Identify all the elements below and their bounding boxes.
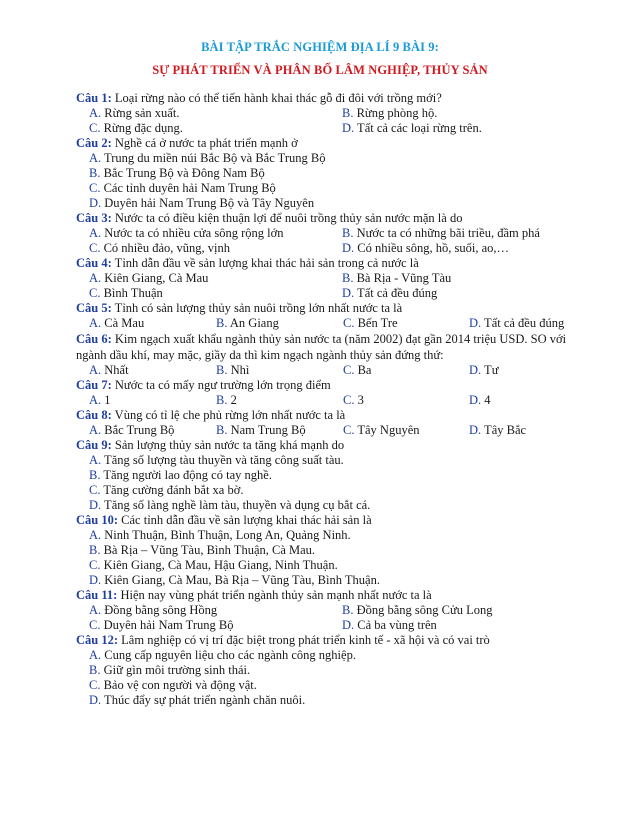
answer-option-c[interactable] [89,558,596,573]
worksheet-subtitle: SỰ PHÁT TRIỂN VÀ PHÂN BỐ LÂM NGHIỆP, THỦY SẢN [152,63,488,77]
answer-option-a[interactable] [89,393,216,408]
option-text: Tất cả các loại rừng trên. [354,121,482,135]
option-text: Cà Mau [101,316,145,330]
answer-option-b[interactable] [342,226,596,241]
option-letter: B. [89,543,101,557]
question-text: Các tỉnh dẫn đầu về sản lượng khai thác hải sản là [118,513,372,527]
question-stem [76,301,596,316]
question-10 [76,513,596,588]
question-stem [76,331,596,363]
option-text: 4 [481,393,491,407]
option-letter: B. [342,106,354,120]
answer-options [76,106,596,136]
question-text: Lâm nghiệp có vị trí đặc biệt trong phát triển kinh tế - xã hội và có vai trò [118,633,490,647]
question-text: Hiện nay vùng phát triển ngành thủy sản mạnh nhất nước ta là [117,588,432,602]
question-stem [76,588,596,603]
option-letter: B. [342,603,354,617]
question-11 [76,588,596,633]
option-text: Ba [354,363,372,377]
answer-option-b[interactable] [89,468,596,483]
question-5 [76,301,596,331]
option-letter: B. [216,423,228,437]
option-letter: A. [89,648,102,662]
answer-option-d[interactable] [89,693,596,708]
question-number: Câu 6: [76,332,112,346]
question-text: Sản lượng thủy sản nước ta tăng khá mạnh do [111,438,345,452]
option-letter: A. [89,363,102,377]
answer-options [76,226,596,256]
option-letter: B. [216,393,228,407]
answer-option-c[interactable] [89,181,596,196]
option-letter: B. [216,363,228,377]
answer-options [76,393,596,408]
option-letter: D. [89,573,102,587]
answer-option-d[interactable] [342,241,596,256]
answer-option-b[interactable] [216,316,343,331]
option-text: 2 [227,393,237,407]
answer-options [76,423,596,438]
option-text: Trung du miền núi Bắc Bộ và Bắc Trung Bộ [101,151,326,165]
answer-options [76,603,596,633]
option-letter: A. [89,393,102,407]
question-number: Câu 2: [76,136,112,150]
answer-option-b[interactable] [216,423,343,438]
question-stem [76,513,596,528]
option-text: Ninh Thuận, Bình Thuận, Long An, Quảng Ninh. [101,528,351,542]
question-number: Câu 5: [76,301,112,315]
option-text: Các tỉnh duyên hải Nam Trung Bộ [100,181,276,195]
option-letter: C. [343,393,355,407]
question-number: Câu 1: [76,91,112,105]
question-stem [76,378,596,393]
option-letter: B. [89,166,101,180]
option-letter: B. [342,226,354,240]
answer-option-c[interactable] [89,121,342,136]
option-letter: C. [89,241,101,255]
option-letter: C. [89,618,101,632]
option-text: Đồng bằng sông Cửu Long [353,603,493,617]
option-text: Bắc Trung Bộ và Đông Nam Bộ [100,166,265,180]
option-letter: D. [89,196,102,210]
question-stem [76,256,596,271]
option-letter: D. [469,316,482,330]
question-stem [76,438,596,453]
option-text: Nước ta có nhiều cửa sông rộng lớn [101,226,284,240]
question-6 [76,331,596,378]
option-text: Cung cấp nguyên liệu cho các ngành công nghiệp. [101,648,356,662]
option-letter: A. [89,423,102,437]
question-stem [76,408,596,423]
question-text: Loại rừng nào có thể tiến hành khai thác gỗ đi đôi với trồng mới? [111,91,442,105]
answer-option-d[interactable] [89,196,596,211]
option-letter: A. [89,106,102,120]
answer-option-d[interactable] [342,286,596,301]
option-letter: A. [89,151,102,165]
question-4 [76,256,596,301]
option-text: Bắc Trung Bộ [101,423,175,437]
question-text: Vùng có tỉ lệ che phủ rừng lớn nhất nước ta là [111,408,346,422]
question-9 [76,438,596,513]
option-text: Tăng số làng nghề làm tàu, thuyền và dụng cụ bắt cá. [101,498,371,512]
option-letter: B. [342,271,354,285]
question-text: Nước ta có điều kiện thuận lợi để nuôi trồng thủy sản nước mặn là do [111,211,463,225]
option-text: Tăng cường đánh bắt xa bờ. [100,483,244,497]
option-letter: D. [89,498,102,512]
answer-option-b[interactable] [216,393,343,408]
option-letter: C. [89,286,101,300]
answer-options [76,151,596,211]
answer-option-a[interactable] [89,648,596,663]
question-text: Tỉnh dẫn đầu về sản lượng khai thác hải sản trong cả nước là [111,256,419,270]
answer-option-b[interactable] [89,543,596,558]
option-text: Tư [481,363,499,377]
option-text: Duyên hải Nam Trung Bộ và Tây Nguyên [101,196,315,210]
option-text: Nam Trung Bộ [227,423,306,437]
option-letter: A. [89,603,102,617]
option-text: Nhì [227,363,250,377]
option-text: 3 [354,393,364,407]
answer-option-c[interactable] [89,241,342,256]
option-letter: D. [342,286,355,300]
option-letter: A. [89,316,102,330]
question-stem [76,91,596,106]
question-number: Câu 3: [76,211,112,225]
answer-options [76,316,596,331]
option-letter: B. [216,316,228,330]
option-text: Bình Thuận [100,286,163,300]
answer-option-a[interactable] [89,151,596,166]
option-text: Kiên Giang, Cà Mau [101,271,209,285]
answer-option-c[interactable] [89,678,596,693]
question-text: Nước ta có mấy ngư trường lớn trọng điểm [111,378,331,392]
option-text: Giữ gìn môi trường sinh thái. [100,663,251,677]
option-text: Rừng sản xuất. [101,106,180,120]
answer-option-c[interactable] [343,363,469,378]
answer-option-a[interactable] [89,316,216,331]
option-text: Bến Tre [354,316,398,330]
option-text: Rừng đặc dụng. [100,121,183,135]
option-text: Nhất [101,363,129,377]
option-letter: D. [342,241,355,255]
option-text: Tây Nguyên [354,423,420,437]
option-letter: C. [89,483,101,497]
question-text: Kim ngạch xuất khẩu ngành thủy sản nước ta (năm 2002) đạt gần 2014 triệu USD. SO với ngành dầu khí, may mặc, giầy da thì kim ngạch ngành thủy sản đứng thứ: [76,332,567,362]
question-stem [76,136,596,151]
question-number: Câu 4: [76,256,112,270]
option-letter: C. [89,558,101,572]
option-text: Bà Rịa - Vũng Tàu [353,271,452,285]
answer-option-c[interactable] [89,483,596,498]
option-text: Tất cả đều đúng [481,316,565,330]
option-letter: D. [342,121,355,135]
option-text: Nước ta có những bãi triều, đầm phá [353,226,540,240]
answer-option-c[interactable] [343,423,469,438]
option-text: Tăng số lượng tàu thuyền và tăng công suất tàu. [101,453,344,467]
question-3 [76,211,596,256]
option-text: Thúc đẩy sự phát triển ngành chăn nuôi. [101,693,306,707]
option-letter: C. [343,423,355,437]
question-7 [76,378,596,408]
answer-option-d[interactable] [469,363,596,378]
option-letter: C. [89,181,101,195]
option-text: Kiên Giang, Cà Mau, Bà Rịa – Vũng Tàu, Bình Thuận. [101,573,380,587]
option-letter: C. [89,121,101,135]
answer-option-d[interactable] [469,423,596,438]
option-text: Có nhiều đảo, vũng, vịnh [100,241,230,255]
question-number: Câu 9: [76,438,112,452]
option-letter: C. [89,678,101,692]
option-text: 1 [101,393,111,407]
answer-options [76,453,596,513]
question-list [76,91,596,708]
question-number: Câu 10: [76,513,119,527]
answer-option-d[interactable] [342,618,596,633]
option-text: Đồng bằng sông Hồng [101,603,218,617]
option-letter: B. [89,468,101,482]
option-text: Tất cả đều đúng [354,286,438,300]
question-2 [76,136,596,211]
question-number: Câu 12: [76,633,119,647]
answer-option-c[interactable] [89,618,342,633]
option-text: Tăng người lao động có tay nghề. [100,468,272,482]
answer-option-c[interactable] [343,393,469,408]
answer-option-a[interactable] [89,363,216,378]
answer-option-a[interactable] [89,603,342,618]
answer-option-b[interactable] [216,363,343,378]
answer-option-c[interactable] [89,286,342,301]
answer-option-a[interactable] [89,106,342,121]
option-letter: C. [343,363,355,377]
answer-option-b[interactable] [342,271,596,286]
option-text: Kiên Giang, Cà Mau, Hậu Giang, Ninh Thuận. [100,558,338,572]
answer-option-b[interactable] [342,106,596,121]
option-letter: D. [89,693,102,707]
answer-option-b[interactable] [89,663,596,678]
answer-option-a[interactable] [89,528,596,543]
question-8 [76,408,596,438]
option-text: An Giang [227,316,279,330]
question-text: Nghề cá ở nước ta phát triển mạnh ở [111,136,298,150]
answer-option-a[interactable] [89,226,342,241]
answer-option-b[interactable] [342,603,596,618]
answer-option-d[interactable] [469,393,596,408]
option-text: Bà Rịa – Vũng Tàu, Bình Thuận, Cà Mau. [100,543,316,557]
option-text: Bảo vệ con người và động vật. [100,678,257,692]
answer-option-a[interactable] [89,271,342,286]
option-letter: A. [89,271,102,285]
answer-option-d[interactable] [89,573,596,588]
answer-option-c[interactable] [343,316,469,331]
question-number: Câu 7: [76,378,112,392]
question-number: Câu 8: [76,408,112,422]
option-letter: B. [89,663,101,677]
question-text: Tỉnh có sản lượng thủy sản nuôi trồng lớn nhất nước ta là [111,301,403,315]
answer-options [76,363,596,378]
option-letter: D. [469,393,482,407]
option-letter: C. [343,316,355,330]
option-letter: D. [342,618,355,632]
option-text: Cả ba vùng trên [354,618,437,632]
answer-option-d[interactable] [342,121,596,136]
option-letter: A. [89,226,102,240]
answer-options [76,271,596,301]
option-text: Tây Bắc [481,423,527,437]
answer-options [76,528,596,588]
question-stem [76,211,596,226]
option-letter: A. [89,453,102,467]
option-text: Duyên hải Nam Trung Bộ [100,618,234,632]
option-text: Có nhiều sông, hồ, suối, ao,… [354,241,510,255]
answer-option-d[interactable] [469,316,596,331]
option-text: Rừng phòng hộ. [353,106,438,120]
answer-options [76,648,596,708]
option-letter: A. [89,528,102,542]
answer-option-d[interactable] [89,498,596,513]
question-1 [76,91,596,136]
answer-option-a[interactable] [89,423,216,438]
question-stem [76,633,596,648]
option-letter: D. [469,363,482,377]
answer-option-b[interactable] [89,166,596,181]
worksheet-title: BÀI TẬP TRẮC NGHIỆM ĐỊA LÍ 9 BÀI 9: [201,40,439,54]
option-letter: D. [469,423,482,437]
answer-option-a[interactable] [89,453,596,468]
question-12 [76,633,596,708]
question-number: Câu 11: [76,588,118,602]
